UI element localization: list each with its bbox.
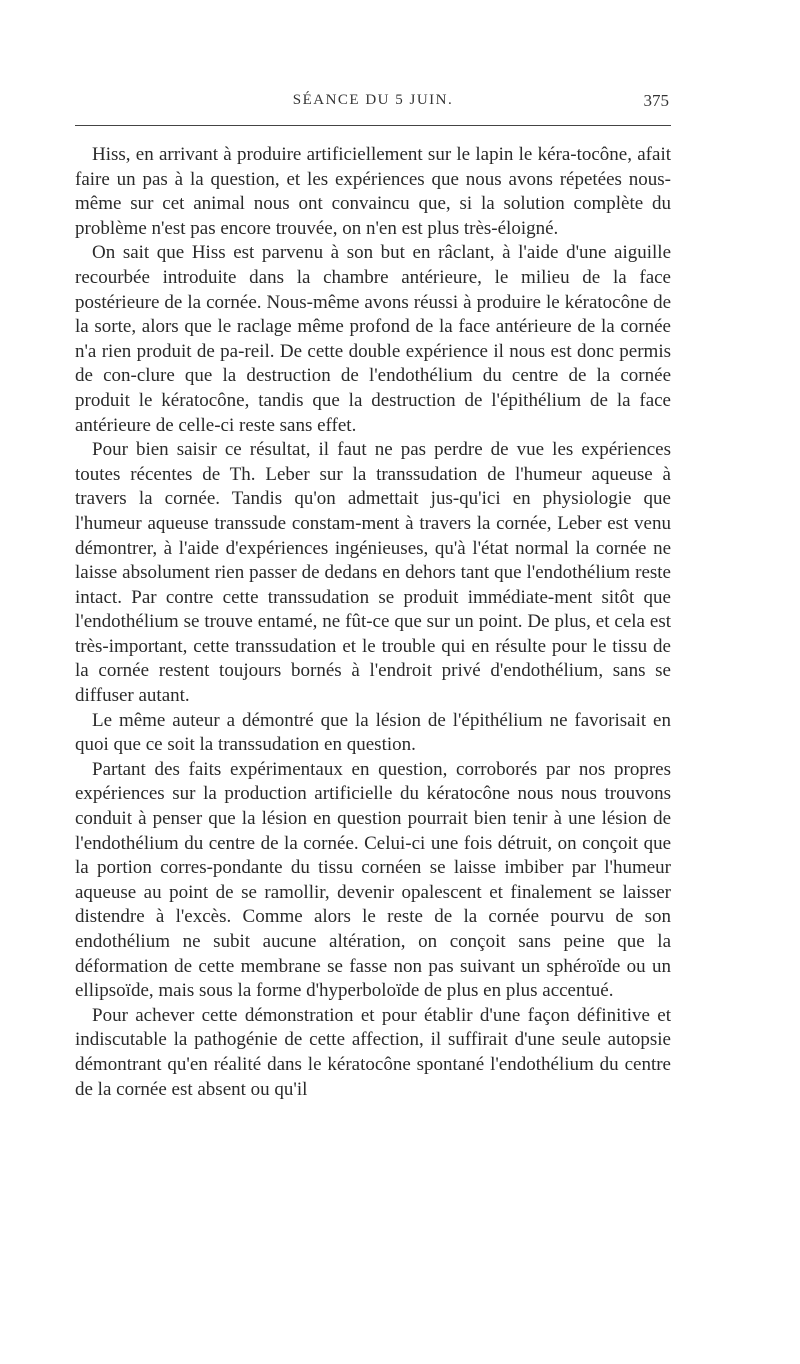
page-header: [75, 92, 671, 116]
paragraph: On sait que Hiss est parvenu à son but en râclant, à l'aide d'une aiguille recourbée introduite dans la chambre antérieure, le milieu de la face postérieure de la cornée. Nous-même avons réussi à produire le kératocône de la sorte, alors que le raclage même profond de la face antérieure de la cornée n'a rien produit de pa-reil. De cette double expérience il nous est donc permis de con-clure que la destruction de l'endothélium du centre de la cornée produit le kératocône, tandis que la destruction de l'épithélium de la face antérieure de celle-ci reste sans effet.: [75, 242, 671, 436]
paragraph: Partant des faits expérimentaux en question, corroborés par nos propres expériences sur la production artificielle du kératocône nous nous trouvons conduit à penser que la lésion en question pourrait bien tenir à une lésion de l'endothélium du centre de la cornée. Celui-ci une fois détruit, on conçoit que la portion corres-pondante du tissu cornéen se laisse imbiber par l'humeur aqueuse au point de se ramollir, devenir opalescent et finalement se laisser distendre à l'excès. Comme alors le reste de la cornée pourvu de son endothélium ne subit aucune altération, on conçoit sans peine que la déformation de cette membrane se fasse non pas suivant un sphéroïde ou un ellipsoïde, mais sous la forme d'hyperboloïde de plus en plus accentué.: [75, 758, 671, 1002]
paragraph: Pour bien saisir ce résultat, il faut ne pas perdre de vue les expériences toutes récentes de Th. Leber sur la transsudation de l'humeur aqueuse à travers la cornée. Tandis qu'on admettait jus-qu'ici en physiologie que l'humeur aqueuse transsude constam-ment à travers la cornée, Leber est venu démontrer, à l'aide d'expériences ingénieuses, qu'à l'état normal la cornée ne laisse absolument rien passer de dedans en dehors tant que l'endothélium reste intact. Par contre cette transsudation se produit immédiate-ment sitôt que l'endothélium se trouve entamé, ne fût-ce que sur un point. De plus, et cela est très-important, cette transsudation et le trouble qui en résulte pour le tissu de la cornée restent toujours bornés à l'endroit privé d'endothélium, sans se diffuser autant.: [75, 439, 671, 707]
header-rule: [75, 125, 671, 126]
running-head: SÉANCE DU 5 JUIN.: [292, 92, 454, 108]
paragraph: Hiss, en arrivant à produire artificiellement sur le lapin le kéra-tocône, afait faire un pas à la question, et les expériences que nous avons répetées nous-même sur cet animal nous ont convaincu que, si la solution complète du problème n'est pas encore trouvée, on n'en est plus très-éloigné.: [75, 144, 671, 239]
paragraph: Pour achever cette démonstration et pour établir d'une façon définitive et indiscutable la pathogénie de cette affection, il suffirait d'une seule autopsie démontrant qu'en réalité dans le kératocône spontané l'endothélium du centre de la cornée est absent ou qu'il: [75, 1004, 671, 1100]
paragraph: Le même auteur a démontré que la lésion de l'épithélium ne favorisait en quoi que ce soit la transsudation en question.: [75, 709, 671, 756]
body-text: [75, 143, 671, 1102]
page-number: 375: [643, 91, 669, 110]
